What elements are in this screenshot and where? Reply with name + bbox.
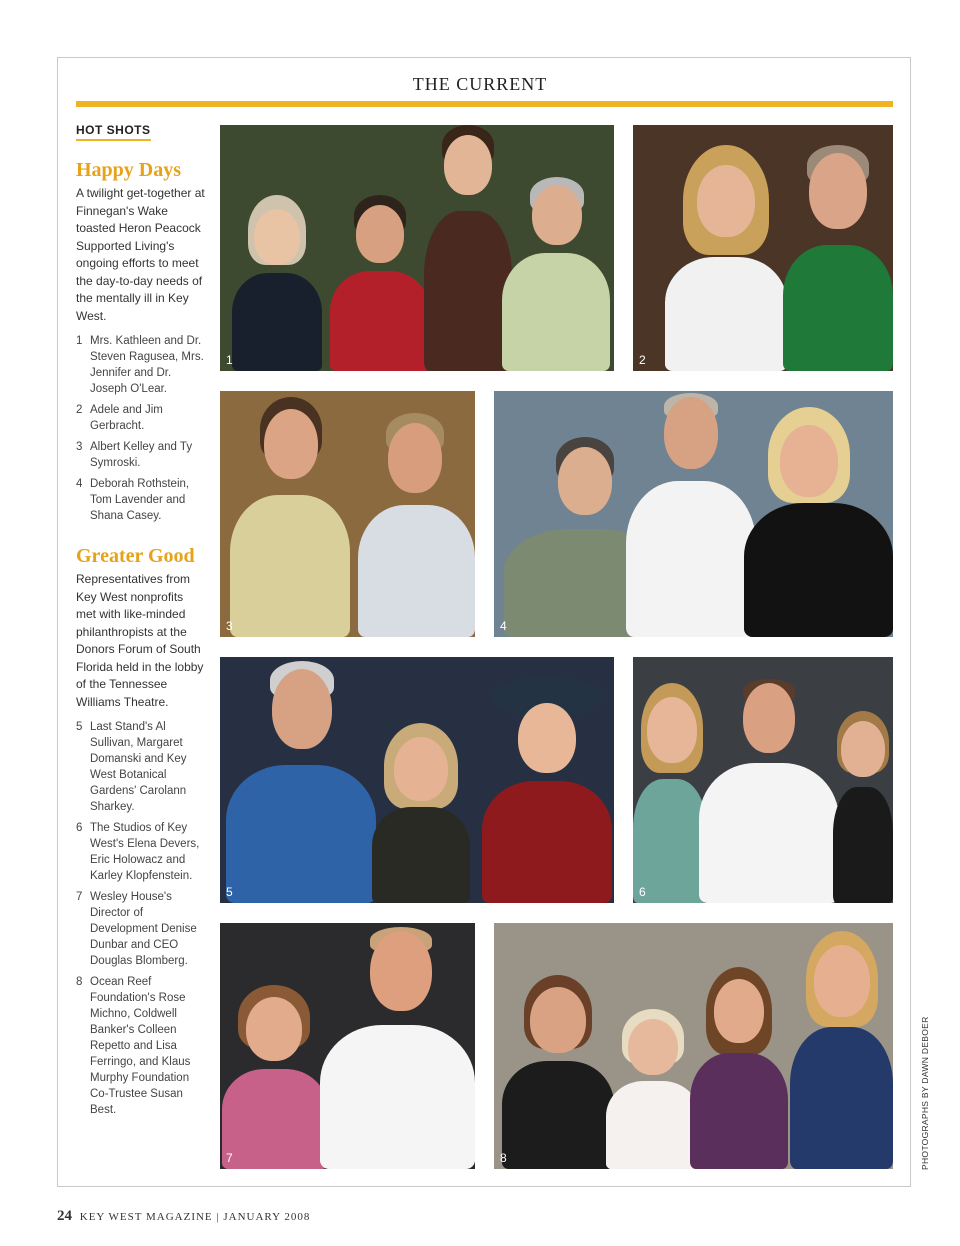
caption-item: 7 Wesley House's Director of Development Denise Dunbar and CEO Douglas Blomberg.	[76, 891, 197, 967]
caption-item: 4 Deborah Rothstein, Tom Lavender and Shana Casey.	[76, 478, 190, 522]
person-figure	[502, 177, 610, 371]
caption-list	[76, 333, 206, 524]
article-title-happy-days: Happy Days	[76, 159, 182, 181]
photo-5: 5	[220, 657, 614, 903]
footer-separator: |	[216, 1211, 220, 1223]
caption-item: 8 Ocean Reef Foundation's Rose Michno, Coldwell Banker's Colleen Repetto and Lisa Ferringo, and Klaus Murphy Foundation Co-Trustee Susan Best.	[76, 976, 191, 1116]
person-figure	[482, 677, 612, 903]
person-figure	[783, 145, 893, 371]
person-figure	[366, 723, 476, 903]
caption-list	[76, 719, 206, 1118]
photo-credit: PHOTOGRAPHS BY DAWN DEBOER	[920, 1016, 930, 1170]
person-figure	[626, 393, 756, 637]
issue-date: JANUARY 2008	[223, 1211, 311, 1223]
section-title: THE CURRENT	[412, 74, 548, 94]
photo-6: 6	[633, 657, 893, 903]
caption-item: 1 Mrs. Kathleen and Dr. Steven Ragusea, Mrs. Jennifer and Dr. Joseph O'Lear.	[76, 335, 204, 395]
person-figure	[744, 407, 893, 637]
section-divider	[76, 101, 893, 107]
person-figure	[690, 967, 788, 1169]
caption-item: 5 Last Stand's Al Sullivan, Margaret Domanski and Key West Botanical Gardens' Carolann Sharkey.	[76, 721, 187, 813]
article-title-greater-good: Greater Good	[76, 545, 195, 567]
person-figure	[226, 661, 376, 903]
person-figure	[502, 975, 614, 1169]
person-figure	[222, 985, 328, 1169]
article-intro: A twilight get-together at Finnegan's Wake toasted Heron Peacock Supported Living's ongoing efforts to meet the day-to-day needs of the mentally ill in Key West.	[76, 186, 205, 323]
photo-7: 7	[220, 923, 475, 1169]
caption-item: 3 Albert Kelley and Ty Symroski.	[76, 441, 193, 469]
caption-item: 2 Adele and Jim Gerbracht.	[76, 404, 163, 432]
person-figure	[232, 195, 322, 371]
photo-8: 8	[494, 923, 893, 1169]
person-figure	[230, 397, 350, 637]
person-figure	[790, 931, 893, 1169]
person-figure	[661, 145, 791, 371]
photo-4: 4	[494, 391, 893, 637]
article-intro: Representatives from Key West nonprofits met with like-minded philanthropists at the Donors Forum of South Florida held in the lobby of the Tennessee Williams Theatre.	[76, 572, 204, 709]
person-figure	[320, 927, 475, 1169]
person-figure	[358, 413, 475, 637]
photo-1: 1	[220, 125, 614, 371]
person-figure	[606, 1009, 700, 1169]
page-number: 24	[57, 1208, 72, 1224]
person-figure	[330, 195, 430, 371]
sidebar	[76, 158, 206, 1138]
person-figure	[833, 711, 893, 903]
page-footer	[57, 1208, 310, 1225]
photo-2: 2	[633, 125, 893, 371]
photo-3: 3	[220, 391, 475, 637]
person-figure	[699, 679, 839, 903]
caption-item: 6 The Studios of Key West's Elena Devers, Eric Holowacz and Karley Klopfenstein.	[76, 822, 200, 882]
publication-name: KEY WEST MAGAZINE	[79, 1211, 213, 1223]
hot-shots-label: HOT SHOTS	[76, 123, 151, 141]
